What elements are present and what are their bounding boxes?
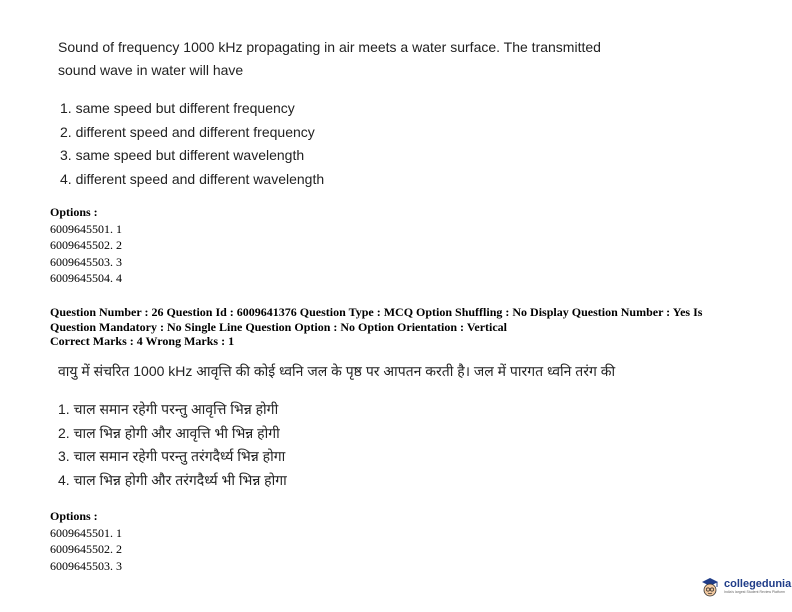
option-id-item: 6009645502. 2 xyxy=(50,238,122,252)
logo-name: collegedunia xyxy=(724,578,792,591)
hindi-option: 2. चाल भिन्न होगी और आवृत्ति भी भिन्न होगी xyxy=(58,424,280,441)
options-heading: Options : xyxy=(50,509,98,523)
logo-tagline: India's largest Student Review Platform xyxy=(724,590,785,595)
option-id-item: 6009645503. 3 xyxy=(50,558,122,573)
english-option: 3. same speed but different wavelength xyxy=(60,147,305,163)
question-meta-line2: Correct Marks : 4 Wrong Marks : 1 xyxy=(50,334,235,348)
hindi-option: 3. चाल समान रहेगी परन्तु तरंगदैर्ध्य भिन्न होगा xyxy=(58,448,286,464)
options-block-1 xyxy=(50,204,122,287)
option-id-item: 6009645504. 4 xyxy=(50,271,122,285)
hindi-option: 4. चाल भिन्न होगी और तरंगदैर्ध्य भी भिन्न होगा xyxy=(58,471,287,488)
english-option: 4. different speed and different wavelength xyxy=(60,170,325,187)
hindi-question-text: वायु में संचरित 1000 kHz आवृत्ति की कोई ध्वनि जल के पृष्ठ पर आपतन करती है। जल में पारगत ध्वनि तरंग की xyxy=(58,363,616,379)
english-option: 1. same speed but different frequency xyxy=(60,100,295,116)
option-id-item: 6009645501. 1 xyxy=(50,221,122,236)
option-id-item: 6009645503. 3 xyxy=(50,254,122,269)
english-question-text: Sound of frequency 1000 kHz propagating in air meets a water surface. The transmitted sound wave in water will have xyxy=(58,39,601,78)
options-heading: Options : xyxy=(50,205,98,219)
english-question-options xyxy=(60,97,324,191)
english-option: 2. different speed and different frequency xyxy=(60,123,315,140)
graduate-mascot-icon xyxy=(700,576,720,598)
option-id-item: 6009645501. 1 xyxy=(50,525,122,540)
options-block-2 xyxy=(50,508,122,574)
question-meta xyxy=(50,305,750,349)
question-meta-line1: Question Number : 26 Question Id : 6009641376 Question Type : MCQ Option Shuffling : No Display Question Number : Yes Is Question Mandatory : No Single Line Question Option : No Option Orientation : Vertical xyxy=(50,305,703,334)
hindi-option: 1. चाल समान रहेगी परन्तु आवृत्ति भिन्न होगी xyxy=(58,401,279,417)
hindi-question-options xyxy=(58,398,287,492)
option-id-item: 6009645502. 2 xyxy=(50,542,122,556)
collegedunia-logo xyxy=(700,574,791,600)
